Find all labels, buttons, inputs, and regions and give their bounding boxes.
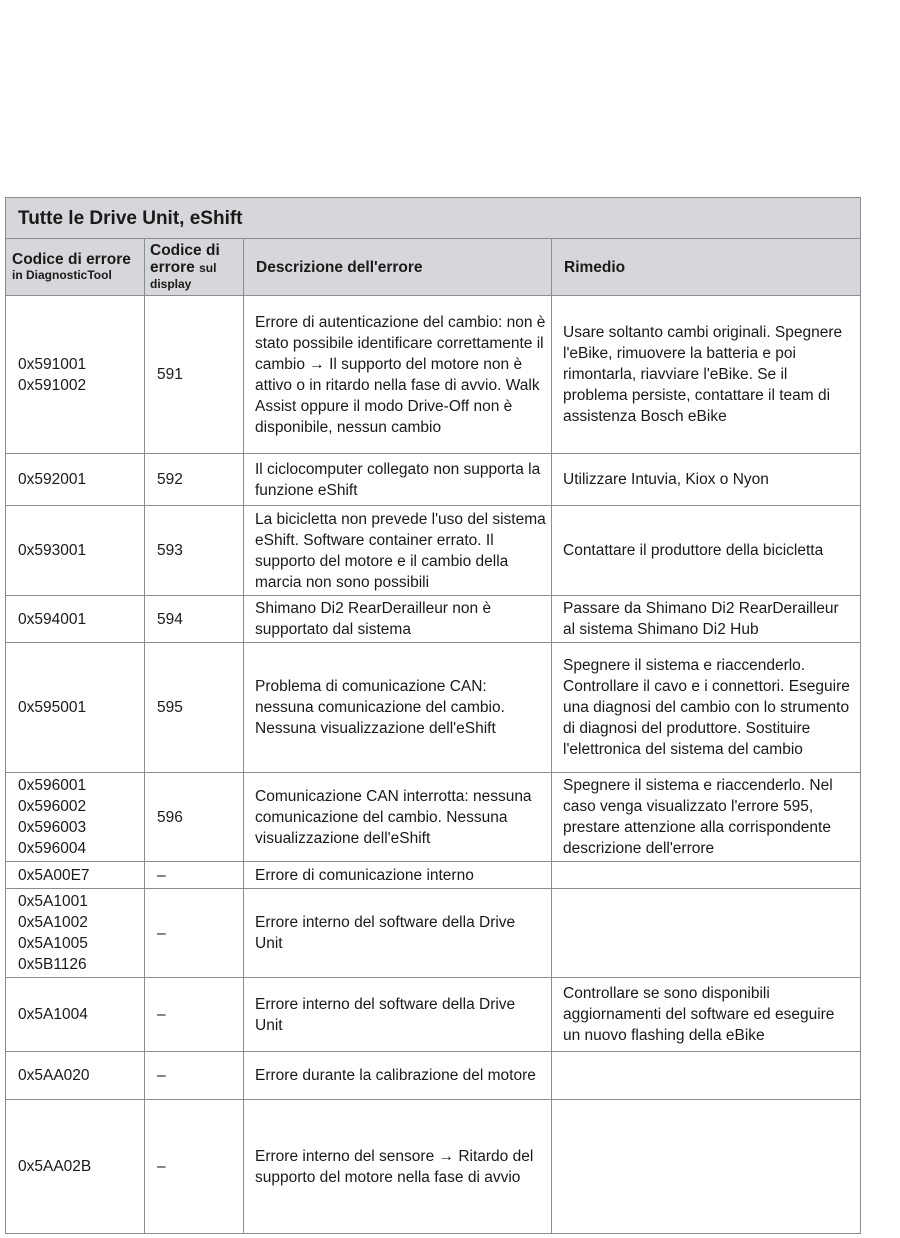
table-row: [6, 296, 861, 454]
remedy-cell: [552, 889, 861, 978]
diagnostic-code: 0x5AA020: [18, 1067, 90, 1084]
diagnostic-code-cell: [6, 978, 145, 1052]
display-code-cell: 595: [145, 643, 244, 773]
diagnostic-code: 0x595001: [18, 699, 87, 716]
table-row: [6, 1100, 861, 1234]
table-body: [6, 296, 861, 1234]
display-code-cell: 591: [145, 296, 244, 454]
diagnostic-code-cell: [6, 1052, 145, 1100]
table-row: [6, 773, 861, 862]
column-header-row: [6, 239, 861, 296]
diagnostic-code: 0x593001: [18, 542, 87, 559]
display-code-cell: 593: [145, 506, 244, 596]
description-cell: Errore di comunicazione interno: [244, 862, 552, 889]
display-code-cell: 596: [145, 773, 244, 862]
table-row: [6, 978, 861, 1052]
diagnostic-code-cell: [6, 454, 145, 506]
diagnostic-code: 0x594001: [18, 610, 87, 628]
remedy-cell: [552, 1052, 861, 1100]
diagnostic-code: 0x596004: [18, 840, 87, 857]
description-cell: Errore interno del software della Drive Unit: [244, 978, 552, 1052]
diagnostic-code-cell: [6, 296, 145, 454]
diagnostic-code-cell: [6, 773, 145, 862]
column-header-diagnostic-code: [6, 239, 145, 296]
table-row: [6, 889, 861, 978]
diagnostic-code: 0x591001: [18, 355, 87, 373]
column-header-remedy: Rimedio: [552, 239, 861, 296]
diagnostic-code: 0x5A1002: [18, 914, 88, 931]
display-code-cell: 594: [145, 596, 244, 643]
description-cell: Shimano Di2 RearDerailleur non è supportato dal sistema: [244, 596, 552, 643]
display-code-cell: –: [145, 978, 244, 1052]
diagnostic-code: 0x596003: [18, 819, 87, 836]
error-code-table: [5, 197, 861, 1234]
column-header-display-code-small: sul: [199, 261, 217, 275]
diagnostic-code: 0x5A1001: [18, 893, 88, 910]
table-row: [6, 862, 861, 889]
diagnostic-code-cell: [6, 596, 145, 643]
remedy-cell: [552, 1100, 861, 1234]
table-row: [6, 643, 861, 773]
remedy-cell: Passare da Shimano Di2 RearDerailleur al sistema Shimano Di2 Hub: [552, 596, 861, 643]
display-code-cell: –: [145, 862, 244, 889]
remedy-cell: Utilizzare Intuvia, Kiox o Nyon: [552, 454, 861, 506]
diagnostic-code-cell: [6, 643, 145, 773]
description-cell: Errore interno del sensore → Ritardo del supporto del motore nella fase di avvio: [244, 1100, 552, 1234]
remedy-cell: Spegnere il sistema e riaccenderlo. Controllare il cavo e i connettori. Eseguire una diagnosi del cambio con lo strumento di diagnosi del produttore. Sostituire l'elettronica del sistema del cambio: [552, 643, 861, 773]
column-header-display-code-sub: display: [150, 277, 192, 291]
table-row: [6, 454, 861, 506]
remedy-cell: Usare soltanto cambi originali. Spegnere l'eBike, rimuovere la batteria e poi rimontarla, riavviare l'eBike. Se il problema persiste, contattare il team di assistenza Bosch eBike: [552, 296, 861, 454]
description-cell: Errore durante la calibrazione del motore: [244, 1052, 552, 1100]
diagnostic-code: 0x5B1126: [18, 956, 87, 973]
diagnostic-code: 0x591002: [18, 376, 87, 394]
remedy-cell: Contattare il produttore della bicicletta: [552, 506, 861, 596]
remedy-cell: Spegnere il sistema e riaccenderlo. Nel caso venga visualizzato l'errore 595, prestare attenzione alla corrispondente descrizione dell'errore: [552, 773, 861, 862]
table-row: [6, 596, 861, 643]
diagnostic-code: 0x5A1004: [18, 1006, 88, 1023]
diagnostic-code-cell: [6, 506, 145, 596]
diagnostic-code: 0x5A00E7: [18, 866, 90, 884]
diagnostic-code: 0x592001: [18, 471, 87, 488]
table-row: [6, 506, 861, 596]
display-code-cell: 592: [145, 454, 244, 506]
column-header-diagnostic-code-sub: in DiagnosticTool: [12, 268, 112, 282]
display-code-cell: –: [145, 1052, 244, 1100]
description-cell: Problema di comunicazione CAN: nessuna comunicazione del cambio. Nessuna visualizzazione dell'eShift: [244, 643, 552, 773]
diagnostic-code-cell: [6, 889, 145, 978]
column-header-diagnostic-code-main: Codice di errore: [12, 251, 131, 268]
table-row: [6, 1052, 861, 1100]
column-header-display-code-line2: errore: [150, 259, 195, 276]
error-code-table-container: [5, 197, 860, 1234]
description-cell: Errore interno del software della Drive Unit: [244, 889, 552, 978]
display-code-cell: –: [145, 889, 244, 978]
description-cell: Il ciclocomputer collegato non supporta la funzione eShift: [244, 454, 552, 506]
table-title: Tutte le Drive Unit, eShift: [6, 198, 861, 239]
remedy-cell: Controllare se sono disponibili aggiornamenti del software ed eseguire un nuovo flashing della eBike: [552, 978, 861, 1052]
diagnostic-code: 0x5A1005: [18, 935, 88, 952]
diagnostic-code-cell: [6, 1100, 145, 1234]
display-code-cell: –: [145, 1100, 244, 1234]
diagnostic-code: 0x596001: [18, 777, 87, 794]
description-cell: La bicicletta non prevede l'uso del sistema eShift. Software container errato. Il supporto del motore e il cambio della marcia non sono possibili: [244, 506, 552, 596]
table-title-row: [6, 198, 861, 239]
column-header-description: Descrizione dell'errore: [244, 239, 552, 296]
column-header-display-code-line1: Codice di: [150, 242, 220, 259]
remedy-cell: [552, 862, 861, 889]
diagnostic-code: 0x5AA02B: [18, 1158, 92, 1175]
column-header-display-code: [145, 239, 244, 296]
diagnostic-code: 0x596002: [18, 798, 87, 815]
description-cell: Comunicazione CAN interrotta: nessuna comunicazione del cambio. Nessuna visualizzazione dell'eShift: [244, 773, 552, 862]
diagnostic-code-cell: [6, 862, 145, 889]
description-cell: Errore di autenticazione del cambio: non è stato possibile identificare correttamente il cambio → Il supporto del motore non è attivo o in ritardo nella fase di avvio. Walk Assist oppure il modo Drive-Off non è disponibile, nessun cambio: [244, 296, 552, 454]
